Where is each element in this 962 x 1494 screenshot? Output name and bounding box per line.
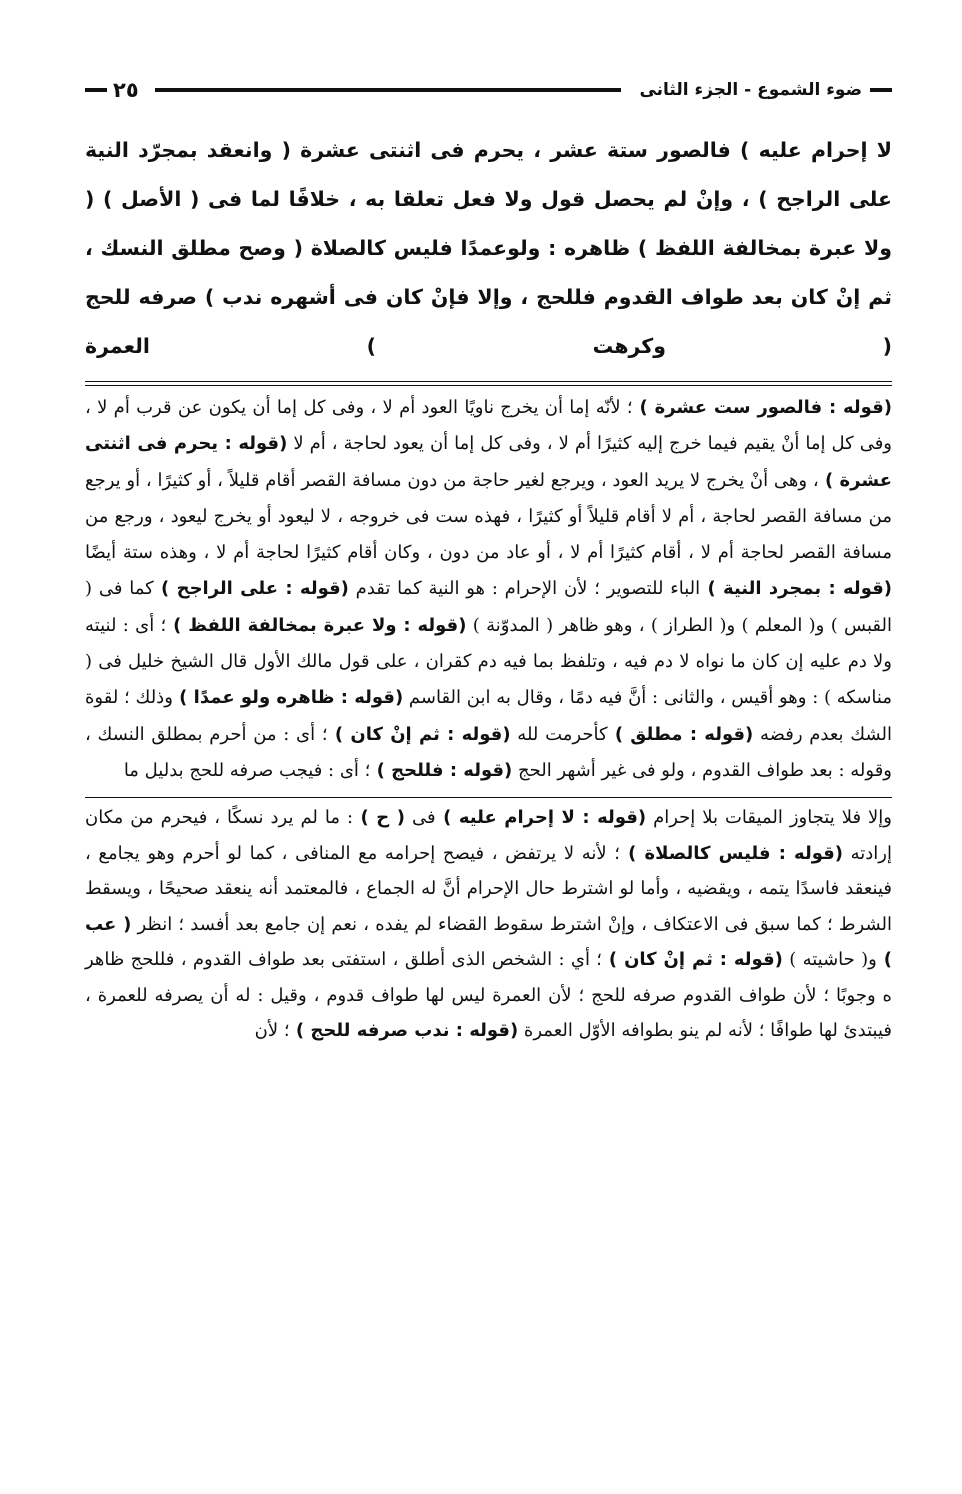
quoted-lemma: (قوله : على الراجح ) <box>153 578 349 600</box>
commentary <box>85 390 892 789</box>
commentary-text: وذلك ؛ لقوة الشك بعدم رفضه <box>85 687 892 745</box>
commentary-text: ؛ أى : لنيته ولا دم عليه إن كان ما نواه لا دم فيه ، وتلفظ بما فيه دم كقران ، على قول مالك الأول قال الشيخ خليل فى ( مناسكه ) : وهو أقيس ، والثانى : أنَّ فيه دمًا ، وقال به ابن القاسم <box>85 614 892 709</box>
book-title: ضوء الشموع - الجزء الثانى <box>639 80 862 100</box>
header-rule <box>155 88 622 92</box>
footnotes <box>85 800 892 1049</box>
quoted-lemma: ( ح ) <box>353 807 406 829</box>
quoted-lemma: (قوله : ندب صرفه للحج ) <box>289 1020 519 1042</box>
quoted-lemma: (قوله : ثم إنْ كان ) <box>602 949 783 971</box>
commentary-text: ؛ لأنّه إما أن يخرج ناويًا العود أم لا ، وفى كل إما أن يكون عن قرب أم لا ، وفى كل إما أنْ يقيم فيما خرج إليه كثيرًا أم لا ، وفى كل إما أن يعود لحاجة ، أم لا <box>85 397 892 455</box>
commentary-text: فى <box>405 807 436 829</box>
commentary-text: ؛ أي : الشخص الذى أطلق ، استفتى بعد طواف القدوم ، فللحج ظاهر ه وجوبًا ؛ لأن طواف القدوم صرفه للحج ؛ لأن العمرة ليس لها طواف قدوم ، وقيل : له أن يصرفه للعمرة ، فيبتدئ لها طوافًا ؛ لأنه لم ينو بطوافه الأوّل العمرة <box>85 949 892 1042</box>
commentary-text: كما فى ( القبس ) و( المعلم ) و( الطراز ) ، وهو ظاهر ( المدوّنة ) <box>85 578 893 636</box>
book-page <box>85 70 892 1049</box>
commentary-text: و( حاشيته ) <box>782 949 877 971</box>
commentary-paragraph <box>85 390 892 789</box>
main-text-paragraph: لا إحرام عليه ) فالصور ستة عشر ، يحرم فى اثنتى عشرة ( وانعقد بمجرّد النية على الراجح ) ، وإنْ لم يحصل قول ولا فعل تعلقا به ، خلافًا لما فى ( الأصل ) ( ولا عبرة بمخالفة اللفظ ) ظاهره : ولوعمدًا فليس كالصلاة ( وصح مطلق النسك ، ثم إنْ كان بعد طواف القدوم فللحج ، وإلا فإنْ كان فى أشهره ندب ) صرفه للحج ( وكرهت ) العمرة <box>85 138 892 358</box>
quoted-lemma: (قوله : ثم إنْ كان ) <box>327 723 511 745</box>
commentary-text: ؛ لأنه لا يرتفض ، فيصح إحرامه مع المنافى ، كما لو أحرم وهو يجامع ، فينعقد فاسدًا يتمه ، ويقضيه ، وأما لو اشترط حال الإحرام أنَّ له الجماع ، فالمعتمد أنه ينعقد صحيحًا ، ويسقط الشرط ؛ كما سبق فى الاعتكاف ، وإنْ اشترط سقوط القضاء لم يفده ، نعم إن جامع بعد أفسد ؛ انظر <box>85 842 892 935</box>
footnote-paragraph <box>85 800 892 1049</box>
commentary-text: ؛ لأن <box>254 1020 290 1042</box>
quoted-lemma: (قوله : فليس كالصلاة ) <box>619 842 844 864</box>
page-number: ٢٥ <box>113 78 139 102</box>
double-divider <box>85 381 892 386</box>
quoted-lemma: ( عب ) <box>85 913 893 971</box>
commentary-text: ، وهى أنْ يخرج لا يريد العود ، ويرجع لغير حاجة من دون مسافة القصر أقام قليلاً ، أو كثيرًا ، أو يرجع من مسافة القصر لحاجة ، أم لا أقام قليلاً أو كثيرًا ، فهذه ست فى خروجه ، لا ليعود أو يخرج ليعود ، ورجع من مسافة القصر لحاجة أم لا ، أقام كثيرًا أم لا ، أو عاد من دون ، وكان أقام كثيرًا لحاجة أم لا ، وهذه ستة أيضًا <box>85 469 892 564</box>
running-header <box>85 70 892 110</box>
header-dash <box>85 88 107 92</box>
footnote-divider <box>85 797 892 798</box>
commentary-text: ؛ أى : فيجب صرفه للحج بدليل ما <box>123 759 371 781</box>
quoted-lemma: (قوله : ظاهره ولو عمدًا ) <box>172 687 404 709</box>
commentary-text: كأحرمت لله <box>510 723 608 745</box>
quoted-lemma: (قوله : فالصور ست عشرة ) <box>632 397 892 418</box>
commentary-text: وإلا فلا يتجاوز الميقات بلا إحرام <box>646 807 892 829</box>
quoted-lemma: (قوله : لا إحرام عليه ) <box>435 807 647 829</box>
header-dash <box>870 88 892 92</box>
quoted-lemma: (قوله : يحرم فى اثنتى عشرة ) <box>85 433 892 491</box>
commentary-text: الباء للتصوير ؛ لأن الإحرام : هو النية كما تقدم <box>348 578 701 600</box>
quoted-lemma: (قوله : ولا عبرة بمخالفة اللفظ ) <box>166 614 467 636</box>
quoted-lemma: (قوله : بمجرد النية ) <box>700 578 892 600</box>
quoted-lemma: (قوله : فللحج ) <box>370 759 513 781</box>
commentary-text: : ما لم يرد نسكًا ، فيحرم من مكان إرادته <box>85 807 893 864</box>
main-text <box>85 126 892 371</box>
commentary-text: ؛ أى : من أحرم بمطلق النسك ، وقوله : بعد طواف القدوم ، ولو فى غير أشهر الحج <box>85 723 892 781</box>
quoted-lemma: (قوله : مطلق ) <box>607 723 754 745</box>
